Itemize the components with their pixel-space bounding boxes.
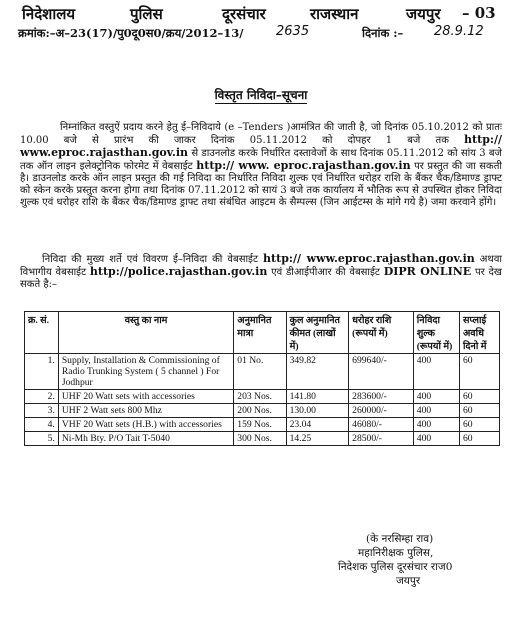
signature-block (338, 532, 508, 588)
signatory-name: (के नरसिम्हा राव) (366, 533, 434, 545)
header-serial: क्र. सं. (25, 312, 59, 354)
table-header-row (25, 312, 500, 354)
eproc-link-3[interactable]: http:// www.eproc.rajasthan.gov.in (263, 252, 475, 265)
letterhead-telecom: दूरसंचार (222, 5, 266, 23)
table-row: 4. VHF 20 Watt sets (H.B.) with accessories 159 Nos. 23.04 46080/- 400 60 (25, 418, 500, 432)
signatory-designation: महानिरीक्षक पुलिस, (358, 547, 434, 559)
header-tender-fee: निविदा शुल्क (रूपयों में) (413, 312, 459, 354)
table-row: 5. Ni-Mh Bty. P/O Tait T-5040 300 Nos. 14.25 28500/- 400 60 (25, 432, 500, 446)
table-row: 2. UHF 20 Watt sets with accessories 203 Nos. 141.80 283600/- 400 60 (25, 390, 500, 404)
table-row: 1. Supply, Installation & Commissioning of Radio Trunking System ( 5 channel ) For Jodhpur 01 No. 349.82 699640/- 400 60 (25, 354, 500, 390)
header-supply-period: सप्लाई अवधि दिनो में (459, 312, 499, 354)
notice-paragraph-1: निम्नांकित वस्तुऐं प्रदाय करने हेतु ई–निविदाये (e –Tenders )आमंत्रित की जाती है, जो दिनांक 05.10.2012 को प्रातः 10.00 बजे से प्रारंभ की जाकर दिनांक 05.11.2012 को दोपहर 1 बजे तक http:// www.eproc.rajasthan.gov.in से डाउनलोड करके निर्धारित दस्तावेजों के साथ दिनांक 05.11.2012 को सांय 3 बजे तक ऑन लाइन इलेक्ट्रोनिक फोरमेट में वेबसाईट http:// www. eproc.rajasthan.gov.in पर प्रस्तुत की जा सकती है। डाउनलोड करके ऑन लाइन प्रस्तुत की गई निविदा का निर्धारित निविदा शुल्क एवं निर्धारित धरोहर राशि के बैंकर चैक/डिमाण्ड ड्राफ्ट को स्केन करके प्रस्तुत करना होगा तथा दिनांक 07.11.2012 को सायं 3 बजे तक कार्यालय में भौतिक रूप से उपस्थित होकर निविदा शुल्क एवं धरोहर राशि के बैंकर चैक/डिमाण्ड ड्राफ्ट तथा संबंधित आइटम के सैम्पल्स (जिन आईटम्स के मांगे गये है) जमा करवाने होंगे। (20, 122, 502, 208)
dipr-online: DIPR ONLINE (383, 265, 472, 278)
letterhead-directorate: निदेशालय (22, 5, 76, 23)
notice-paragraph-2: निविदा की मुख्य शर्ते एवं विवरण ई–निविदा की वेबसाईट http:// www.eproc.rajasthan.gov.in अथवा विभागीय वेबसाईट http://police.rajasthan.gov.in एवं डीआईपीआर की वेबसाईट DIPR ONLINE पर देख सकते है:– (20, 252, 502, 290)
handwritten-date: 28.9.12 (434, 24, 484, 39)
table-row: 3. UHF 2 Watt sets 800 Mhz 200 Nos. 130.00 260000/- 400 60 (25, 404, 500, 418)
handwritten-reference-number: 2635 (276, 24, 310, 39)
header-earnest-money: धरोहर राशि (रूपयों में) (349, 312, 414, 354)
letterhead-police: पुलिस (130, 5, 163, 23)
eproc-link[interactable]: http:// www.eproc.rajasthan.gov.in (20, 133, 502, 159)
eproc-link-2[interactable]: http:// www. eproc.rajasthan.gov.in (196, 159, 411, 172)
letterhead-pin: – 03 (462, 4, 496, 22)
letterhead-city: जयपुर (406, 5, 441, 23)
items-table (24, 311, 500, 446)
date-label: दिनांक :– (362, 26, 404, 40)
signatory-city: जयपुर (396, 575, 421, 587)
header-item-name: वस्तु का नाम (58, 312, 233, 354)
header-quantity: अनुमानित मात्रा (234, 312, 286, 354)
letterhead-state: राजस्थान (310, 5, 359, 23)
reference-number: क्रमांक:–अ–23(17)/पु0दू0स0/क्रय/2012–13/ (18, 26, 244, 40)
header-estimated-cost: कुल अनुमानित कीमत (लाखों में) (286, 312, 349, 354)
notice-title: विस्तृत निविदा–सूचना (214, 88, 308, 102)
police-website-link[interactable]: http://police.rajasthan.gov.in (89, 265, 268, 278)
signatory-office: निदेशक पुलिस दूरसंचार राज0 (338, 561, 453, 573)
